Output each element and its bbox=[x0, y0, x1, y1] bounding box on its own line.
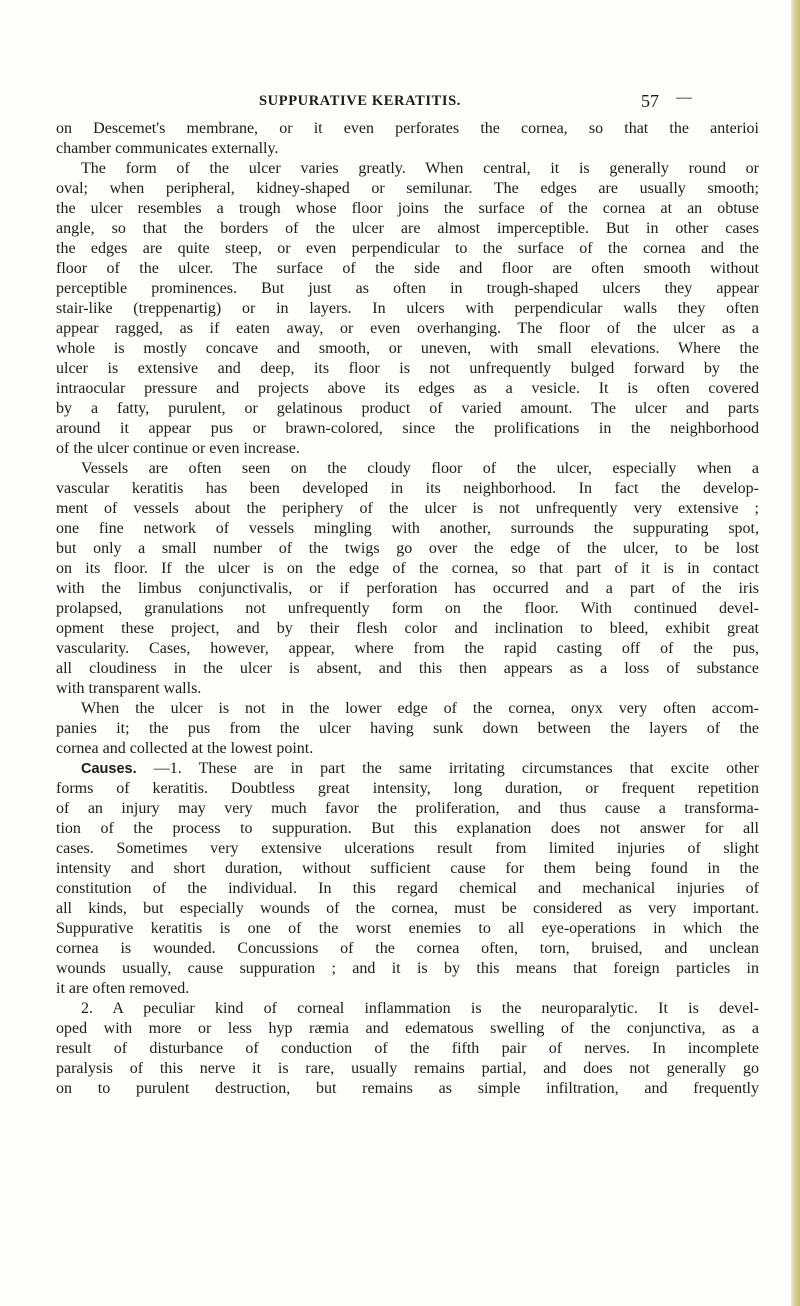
text-line bbox=[56, 619, 759, 639]
line-text: of the ulcer continue or even increase. bbox=[56, 440, 300, 457]
text-line bbox=[56, 879, 759, 899]
page-number: 57 bbox=[641, 91, 659, 111]
line-text: stair-like (treppenartig) or in layers. In ulcers with perpendicular walls they often bbox=[56, 300, 759, 317]
line-text: vascularity. Cases, however, appear, where from the rapid casting off of the pus, bbox=[56, 640, 759, 657]
line-text: When the ulcer is not in the lower edge of the cornea, onyx very often accom- bbox=[81, 700, 759, 717]
text-line bbox=[56, 1079, 759, 1099]
line-text: vascular keratitis has been developed in its neighborhood. In fact the develop- bbox=[56, 480, 759, 497]
line-text: result of disturbance of conduction of the fifth pair of nerves. In incomplete bbox=[56, 1040, 759, 1057]
text-line bbox=[56, 559, 759, 579]
text-line bbox=[56, 299, 759, 319]
line-text: oval; when peripheral, kidney-shaped or semilunar. The edges are usually smooth; bbox=[56, 180, 759, 197]
line-text: wounds usually, cause suppuration ; and it is by this means that foreign particles in bbox=[56, 960, 759, 977]
text-line bbox=[56, 1059, 759, 1079]
text-line bbox=[56, 679, 759, 699]
text-line bbox=[56, 139, 759, 159]
line-text: floor of the ulcer. The surface of the side and floor are often smooth without bbox=[56, 260, 759, 277]
body-text bbox=[56, 119, 759, 1099]
line-text: angle, so that the borders of the ulcer are almost imperceptible. But in other cases bbox=[56, 220, 759, 237]
text-line bbox=[56, 899, 759, 919]
line-text: ulcer is extensive and deep, its floor is not unfrequently bulged forward by the bbox=[56, 360, 759, 377]
text-line bbox=[56, 159, 759, 179]
text-line bbox=[56, 659, 759, 679]
text-line bbox=[56, 179, 759, 199]
text-line bbox=[56, 799, 759, 819]
line-text: constitution of the individual. In this regard chemical and mechanical injuries of bbox=[56, 880, 759, 897]
text-line bbox=[56, 339, 759, 359]
text-line bbox=[56, 579, 759, 599]
line-text: 2. A peculiar kind of corneal inflammation is the neuroparalytic. It is devel- bbox=[81, 1000, 759, 1017]
line-text: with the limbus conjunctivalis, or if perforation has occurred and a part of the iris bbox=[56, 580, 759, 597]
text-line bbox=[56, 459, 759, 479]
line-text: —1. These are in part the same irritating circumstances that excite other bbox=[136, 760, 759, 777]
line-text: cases. Sometimes very extensive ulcerations result from limited injuries of slight bbox=[56, 840, 759, 857]
running-title: SUPPURATIVE KERATITIS. bbox=[259, 93, 462, 109]
text-line bbox=[56, 939, 759, 959]
text-line bbox=[56, 239, 759, 259]
line-text: prolapsed, granulations not unfrequently form on the floor. With continued devel- bbox=[56, 600, 759, 617]
text-line bbox=[56, 359, 759, 379]
text-line bbox=[56, 199, 759, 219]
text-line bbox=[56, 759, 759, 779]
text-line bbox=[56, 419, 759, 439]
line-text: Vessels are often seen on the cloudy floor of the ulcer, especially when a bbox=[81, 460, 759, 477]
line-text: it are often removed. bbox=[56, 980, 190, 997]
text-line bbox=[56, 919, 759, 939]
text-line bbox=[56, 439, 759, 459]
page-header bbox=[56, 89, 760, 113]
text-line bbox=[56, 999, 759, 1019]
line-text: intraocular pressure and projects above its edges as a vesicle. It is often covered bbox=[56, 380, 759, 397]
text-line bbox=[56, 319, 759, 339]
text-line bbox=[56, 499, 759, 519]
text-line bbox=[56, 259, 759, 279]
line-text: on Descemet's membrane, or it even perforates the cornea, so that the anterioi bbox=[56, 120, 759, 137]
line-text: by a fatty, purulent, or gelatinous product of varied amount. The ulcer and parts bbox=[56, 400, 759, 417]
section-heading: Causes. bbox=[81, 761, 137, 777]
line-text: Suppurative keratitis is one of the worst enemies to all eye-operations in which the bbox=[56, 920, 759, 937]
text-line bbox=[56, 479, 759, 499]
text-line bbox=[56, 859, 759, 879]
header-mark: — bbox=[676, 89, 692, 106]
line-text: on to purulent destruction, but remains as simple infiltration, and frequently bbox=[56, 1080, 759, 1097]
line-text: intensity and short duration, without sufficient cause for them being found in the bbox=[56, 860, 759, 877]
text-line bbox=[56, 1019, 759, 1039]
text-line bbox=[56, 779, 759, 799]
text-line bbox=[56, 379, 759, 399]
line-text: the edges are quite steep, or even perpendicular to the surface of the cornea and the bbox=[56, 240, 759, 257]
line-text: of an injury may very much favor the proliferation, and thus cause a transforma- bbox=[56, 800, 759, 817]
text-line bbox=[56, 699, 759, 719]
line-text: around it appear pus or brawn-colored, since the prolifications in the neighborhood bbox=[56, 420, 759, 437]
line-text: on its floor. If the ulcer is on the edge of the cornea, so that part of it is in contact bbox=[56, 560, 759, 577]
line-text: cornea is wounded. Concussions of the cornea often, torn, bruised, and unclean bbox=[56, 940, 759, 957]
line-text: cornea and collected at the lowest point. bbox=[56, 740, 314, 757]
line-text: oped with more or less hyp ræmia and edematous swelling of the conjunctiva, as a bbox=[56, 1020, 759, 1037]
line-text: with transparent walls. bbox=[56, 680, 202, 697]
text-line bbox=[56, 719, 759, 739]
text-line bbox=[56, 399, 759, 419]
line-text: appear ragged, as if eaten away, or even overhanging. The floor of the ulcer as a bbox=[56, 320, 759, 337]
page-edge bbox=[791, 0, 800, 1306]
line-text: perceptible prominences. But just as often in trough-shaped ulcers they appear bbox=[56, 280, 759, 297]
line-text: paralysis of this nerve it is rare, usually remains partial, and does not generally go bbox=[56, 1060, 759, 1077]
line-text: the ulcer resembles a trough whose floor joins the surface of the cornea at an obtuse bbox=[56, 200, 759, 217]
text-line bbox=[56, 639, 759, 659]
text-line bbox=[56, 219, 759, 239]
text-line bbox=[56, 959, 759, 979]
text-line bbox=[56, 539, 759, 559]
text-line bbox=[56, 519, 759, 539]
line-text: one fine network of vessels mingling with another, surrounds the suppurating spot, bbox=[56, 520, 759, 537]
text-line bbox=[56, 819, 759, 839]
line-text: forms of keratitis. Doubtless great intensity, long duration, or frequent repetition bbox=[56, 780, 759, 797]
text-line bbox=[56, 739, 759, 759]
line-text: whole is mostly concave and smooth, or uneven, with small elevations. Where the bbox=[56, 340, 759, 357]
line-text: The form of the ulcer varies greatly. When central, it is generally round or bbox=[81, 160, 759, 177]
text-line bbox=[56, 279, 759, 299]
line-text: tion of the process to suppuration. But this explanation does not answer for all bbox=[56, 820, 759, 837]
text-line bbox=[56, 1039, 759, 1059]
line-text: all cloudiness in the ulcer is absent, and this then appears as a loss of substance bbox=[56, 660, 759, 677]
line-text: all kinds, but especially wounds of the cornea, must be considered as very important. bbox=[56, 900, 759, 917]
text-line bbox=[56, 979, 759, 999]
line-text: opment these project, and by their flesh color and inclination to bleed, exhibit great bbox=[56, 620, 759, 637]
line-text: chamber communicates externally. bbox=[56, 140, 279, 157]
text-line bbox=[56, 839, 759, 859]
line-text: ment of vessels about the periphery of the ulcer is not unfrequently very extensive ; bbox=[56, 500, 759, 517]
text-line bbox=[56, 119, 759, 139]
line-text: but only a small number of the twigs go over the edge of the ulcer, to be lost bbox=[56, 540, 759, 557]
text-line bbox=[56, 599, 759, 619]
line-text: panies it; the pus from the ulcer having sunk down between the layers of the bbox=[56, 720, 759, 737]
